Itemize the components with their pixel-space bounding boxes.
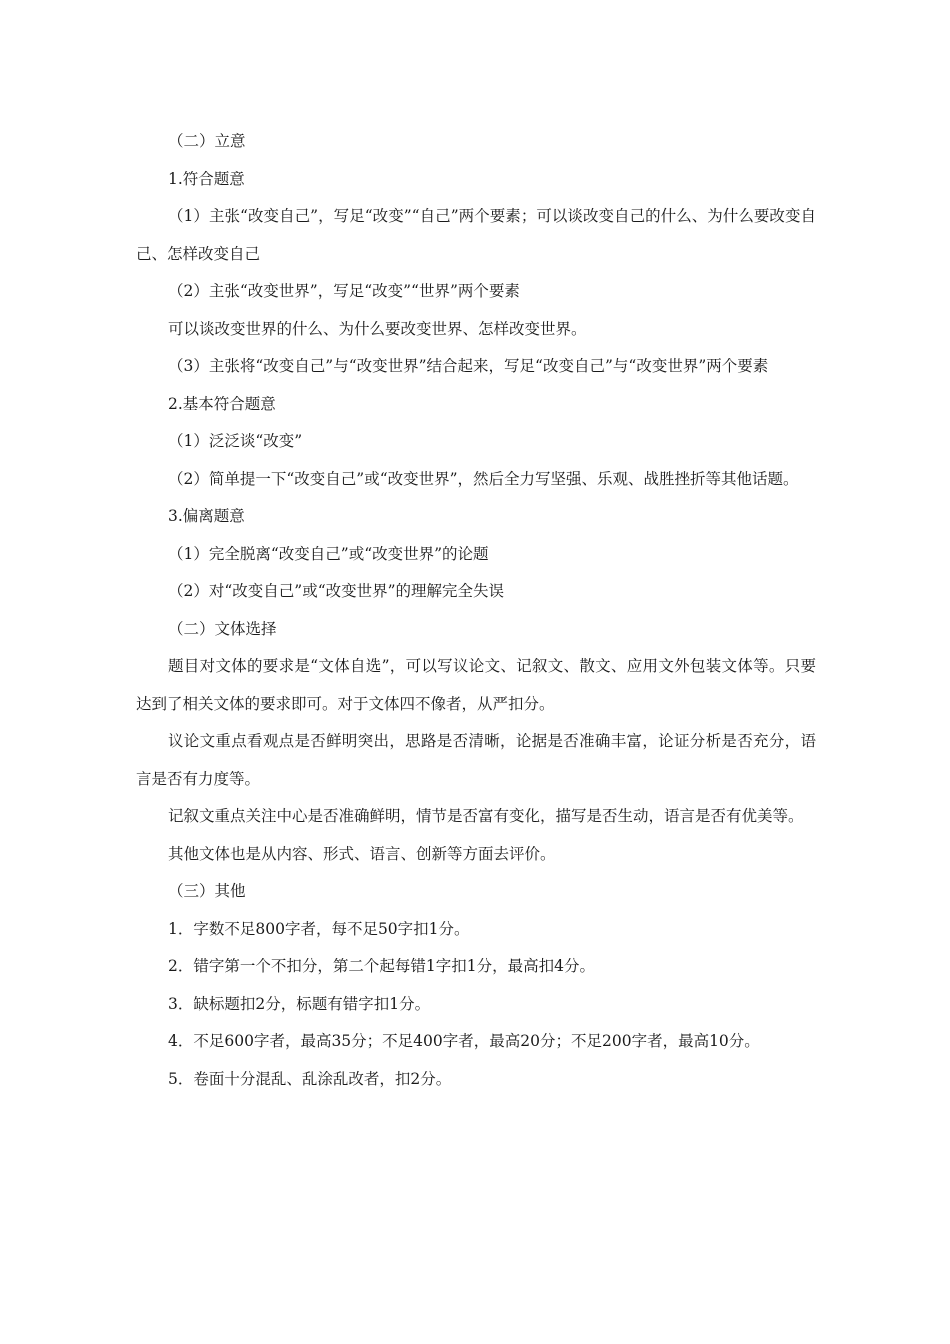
paragraph: 题目对文体的要求是“文体自选”，可以写议论文、记叙文、散文、应用文外包装文体等。只要达到了相关文体的要求即可。对于文体四不像者，从严扣分。: [136, 657, 816, 713]
paragraph: 可以谈改变世界的什么、为什么要改变世界、怎样改变世界。: [168, 319, 587, 338]
document-body: [136, 123, 816, 1098]
paragraph: （2）简单提一下“改变自己”或“改变世界”，然后全力写坚强、乐观、战胜挫折等其他话题。: [168, 469, 799, 488]
section-heading-genre: （二）文体选择: [168, 619, 277, 638]
paragraph: （2）对“改变自己”或“改变世界”的理解完全失误: [168, 582, 505, 600]
paragraph: 议论文重点看观点是否鲜明突出，思路是否清晰，论据是否准确丰富，论证分析是否充分，语言是否有力度等。: [136, 732, 816, 788]
section-heading-other: （三）其他: [168, 882, 246, 900]
subheading-basically-meets-topic: 2.基本符合题意: [168, 394, 276, 413]
paragraph: （3）主张将“改变自己”与“改变世界”结合起来，写足“改变自己”与“改变世界”两个要素: [168, 357, 769, 375]
paragraph: （2）主张“改变世界”，写足“改变”“世界”两个要素: [168, 282, 520, 300]
rule-item: 2．错字第一个不扣分，第二个起每错1字扣1分，最高扣4分。: [168, 957, 595, 975]
paragraph: （1）泛泛谈“改变”: [168, 432, 303, 450]
subheading-meets-topic: 1.符合题意: [168, 169, 245, 188]
rule-item: 3．缺标题扣2分，标题有错字扣1分。: [168, 994, 431, 1013]
rule-item: 1．字数不足800字者，每不足50字扣1分。: [168, 919, 470, 938]
section-heading-intent: （二）立意: [168, 132, 246, 150]
rule-item: 4．不足600字者，最高35分；不足400字者，最高20分；不足200字者，最高10分。: [168, 1032, 760, 1050]
paragraph: 其他文体也是从内容、形式、语言、创新等方面去评价。: [168, 844, 556, 863]
paragraph: （1）主张“改变自己”，写足“改变”“自己”两个要素；可以谈改变自己的什么、为什么要改变自己、怎样改变自己: [136, 207, 816, 263]
paragraph: 记叙文重点关注中心是否准确鲜明，情节是否富有变化，描写是否生动，语言是否有优美等。: [168, 807, 804, 825]
paragraph: （1）完全脱离“改变自己”或“改变世界”的论题: [168, 544, 489, 563]
subheading-off-topic: 3.偏离题意: [168, 507, 245, 525]
rule-item: 5．卷面十分混乱、乱涂乱改者，扣2分。: [168, 1069, 452, 1088]
